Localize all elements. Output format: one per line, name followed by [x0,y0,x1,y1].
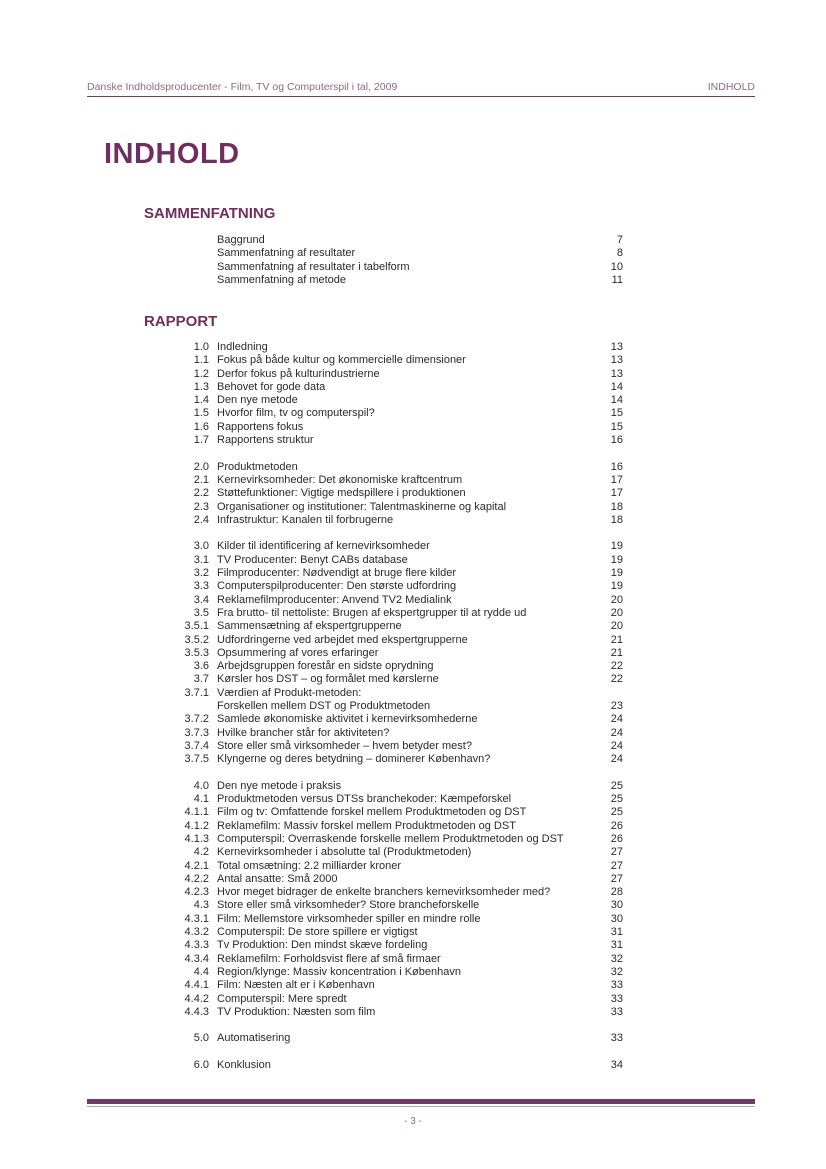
toc-entry[interactable] [0,434,826,447]
toc-entry-page: 14 [610,380,623,393]
toc-entry-page: 20 [610,593,623,606]
toc-entry-number: 4.4.3 [184,1005,209,1018]
toc-entry-number: 1.3 [193,380,209,393]
section-title-summary: SAMMENFATNING [144,205,276,222]
toc-entry-page: 31 [610,939,623,952]
toc-entry-number: 1.2 [193,367,209,380]
toc-entry[interactable] [0,634,826,647]
toc-entry-page: 17 [610,487,623,500]
toc-entry-title: Derfor fokus på kulturindustrierne [217,367,380,380]
toc-entry[interactable] [0,607,826,620]
page-title: INDHOLD [104,138,240,170]
toc-entry-title: Konklusion [217,1059,271,1072]
toc-entry-number: 6.0 [193,1059,209,1072]
toc-entry-page: 15 [610,420,623,433]
toc-entry-title: Klyngerne og deres betydning – dominerer København? [217,753,491,766]
toc-entry-number: 4.0 [193,779,209,792]
toc-entry-title: Fra brutto- til nettoliste: Brugen af ekspertgrupper til at rydde ud [217,606,527,619]
toc-entry-number: 2.2 [193,487,209,500]
toc-entry-page: 23 [610,700,623,713]
toc-entry-title: Film og tv: Omfattende forskel mellem Produktmetoden og DST [217,806,527,819]
toc-entry-page: 17 [610,473,623,486]
toc-entry-title: Computerspil: Mere spredt [217,992,347,1005]
toc-group-gap [0,527,826,540]
toc-entry[interactable] [0,979,826,992]
toc-entry-page: 30 [610,899,623,912]
toc-entry-title: Hvor meget bidrager de enkelte branchers kernevirksomheder med? [217,886,551,899]
toc-group-gap [0,1046,826,1059]
toc-entry-title: Sammensætning af ekspertgrupperne [217,620,402,633]
toc-entry-page: 13 [610,367,623,380]
toc-entry-number: 3.5 [193,606,209,619]
toc-entry-page: 7 [616,234,623,246]
toc-entry-page: 27 [610,859,623,872]
toc-entry-title: TV Producenter: Benyt CABs database [217,553,408,566]
toc-entry[interactable] [0,501,826,514]
toc-entry-page: 33 [610,1032,623,1045]
toc-entry-page: 15 [610,407,623,420]
toc-entry-page: 28 [610,886,623,899]
toc-entry-number: 4.1.1 [184,806,209,819]
toc-entry-page: 27 [610,872,623,885]
running-header-title: Danske Indholdsproducenter - Film, TV og Computerspil i tal, 2009 [87,81,398,93]
toc-entry[interactable] [0,1032,826,1045]
toc-entry-title: Hvorfor film, tv og computerspil? [217,407,375,420]
toc-entry-title: Tv Produktion: Den mindst skæve fordeling [217,939,428,952]
toc-entry-number: 3.7.1 [184,686,209,699]
toc-entry[interactable] [0,899,826,912]
toc-entry-page: 10 [610,260,623,273]
toc-entry-number: 4.1.3 [184,832,209,845]
toc-entry-number: 2.0 [193,460,209,473]
toc-entry[interactable] [0,806,826,819]
toc-entry-number: 4.2 [193,846,209,859]
toc-entry-page: 22 [610,673,623,686]
toc-entry-number: 4.2.3 [184,886,209,899]
toc-entry[interactable] [0,461,826,474]
toc-entry[interactable] [0,594,826,607]
toc-entry-page: 31 [610,926,623,939]
toc-entry-title: Kernevirksomheder: Det økonomiske kraftcentrum [217,473,463,486]
toc-entry-number: 3.7.2 [184,713,209,726]
toc-entry-page: 21 [610,633,623,646]
toc-entry-page: 27 [610,846,623,859]
toc-entry[interactable] [0,953,826,966]
toc-entry-number: 3.7.5 [184,753,209,766]
toc-entry-title: Arbejdsgruppen forestår en sidste oprydning [217,660,434,673]
toc-entry-number: 4.3.3 [184,939,209,952]
toc-entry-title: Produktmetoden [217,460,298,473]
toc-entry[interactable] [0,474,826,487]
toc-entry-page: 8 [616,247,623,260]
toc-entry[interactable] [0,567,826,580]
toc-entry-page: 16 [610,460,623,473]
toc-entry-number: 1.1 [193,354,209,367]
toc-entry-title: Computerspil: Overraskende forskelle mellem Produktmetoden og DST [217,832,564,845]
toc-entry[interactable] [0,1059,826,1072]
toc-entry-page: 34 [610,1059,623,1072]
toc-entry-number: 3.3 [193,580,209,593]
toc-group-gap [0,447,826,460]
toc-entry[interactable] [0,1006,826,1019]
toc-entry[interactable] [0,554,826,567]
toc-entry-number: 3.7 [193,673,209,686]
toc-entry-page: 33 [610,1005,623,1018]
toc-entry-title: Samlede økonomiske aktivitet i kernevirksomhederne [217,713,478,726]
toc-entry-title: Produktmetoden versus DTSs branchekoder: Kæmpeforskel [217,793,512,806]
toc-entry[interactable] [0,487,826,500]
toc-entry-title: Behovet for gode data [217,380,326,393]
toc-entry-title: Indledning [217,341,268,353]
toc-entry-title: Automatisering [217,1032,291,1045]
toc-entry-title: Fokus på både kultur og kommercielle dimensioner [217,354,466,367]
toc-entry-page: 19 [610,553,623,566]
toc-entry-number: 3.7.4 [184,739,209,752]
toc-entry-title: Kørsler hos DST – og formålet med kørslerne [217,673,439,686]
toc-entry-number: 3.2 [193,567,209,580]
toc-entry-title: Støttefunktioner: Vigtige medspillere i produktionen [217,487,466,500]
toc-entry-title: Reklamefilmproducenter: Anvend TV2 Medialink [217,593,452,606]
toc-entry-title: Reklamefilm: Forholdsvist flere af små firmaer [217,952,441,965]
toc-entry-number: 4.3.2 [184,926,209,939]
section-title-report: RAPPORT [144,313,218,330]
toc-entry-number: 4.4 [193,965,209,978]
toc-entry-page: 14 [610,394,623,407]
toc-entry-title: Reklamefilm: Massiv forskel mellem Produktmetoden og DST [217,819,516,832]
toc-entry-title: Hvilke brancher står for aktiviteten? [217,726,390,739]
toc-entry-title: Kernevirksomheder i absolutte tal (Produktmetoden) [217,846,472,859]
toc-entry-number: 3.5.1 [184,620,209,633]
toc-entry-page: 16 [610,434,623,447]
toc-entry-title: Forskellen mellem DST og Produktmetoden [217,700,431,713]
toc-entry[interactable] [0,753,826,766]
toc-entry-title: Sammenfatning af resultater [217,247,356,260]
toc-entry-page: 24 [610,726,623,739]
toc-entry-page: 22 [610,660,623,673]
toc-entry-number: 4.2.1 [184,859,209,872]
toc-entry-number: 4.4.1 [184,979,209,992]
toc-summary-list [0,234,826,287]
toc-entry-number: 1.0 [193,341,209,353]
toc-entry[interactable] [0,873,826,886]
toc-entry-number: 2.3 [193,500,209,513]
toc-entry-title: Organisationer og institutioner: Talentmaskinerne og kapital [217,500,507,513]
toc-entry-page: 32 [610,952,623,965]
toc-entry[interactable] [0,660,826,673]
toc-entry[interactable] [0,381,826,394]
page-number: - 3 - [404,1116,422,1127]
toc-entry-number: 2.1 [193,473,209,486]
toc-entry-page: 20 [610,620,623,633]
toc-entry[interactable] [0,793,826,806]
toc-entry-title: Antal ansatte: Små 2000 [217,872,338,885]
toc-entry-page: 25 [610,806,623,819]
toc-entry[interactable] [0,274,826,287]
toc-entry[interactable] [0,647,826,660]
toc-entry-page: 21 [610,646,623,659]
toc-entry-number: 1.7 [193,434,209,447]
footer-divider-thin [87,1106,755,1107]
toc-entry-number: 3.6 [193,660,209,673]
toc-entry-title: Sammenfatning af resultater i tabelform [217,260,410,273]
toc-entry[interactable] [0,368,826,381]
toc-entry[interactable] [0,966,826,979]
toc-entry[interactable] [0,727,826,740]
toc-entry-title: Udfordringerne ved arbejdet med ekspertgrupperne [217,633,468,646]
toc-entry-number: 4.1 [193,793,209,806]
toc-group-gap [0,1019,826,1032]
header-divider [87,96,755,97]
toc-entry[interactable] [0,713,826,726]
toc-entry-title: Store eller små virksomheder? Store brancheforskelle [217,899,480,912]
toc-entry-title: Computerspil: De store spillere er vigtigst [217,926,418,939]
toc-entry[interactable] [0,846,826,859]
toc-entry[interactable] [0,700,826,713]
toc-entry-number: 3.0 [193,540,209,553]
toc-entry[interactable] [0,886,826,899]
toc-entry-page: 19 [610,540,623,553]
toc-entry-page: 13 [610,341,623,353]
toc-entry-title: TV Produktion: Næsten som film [217,1005,376,1018]
toc-entry-title: Opsummering af vores erfaringer [217,646,379,659]
toc-entry-page: 24 [610,739,623,752]
toc-entry-page: 19 [610,567,623,580]
toc-entry[interactable] [0,913,826,926]
toc-report-list [0,341,826,1072]
toc-entry-number: 1.5 [193,407,209,420]
toc-entry[interactable] [0,234,826,247]
toc-entry-title: Baggrund [217,234,265,246]
toc-entry-title: Sammenfatning af metode [217,273,347,286]
toc-entry[interactable] [0,780,826,793]
toc-entry[interactable] [0,926,826,939]
toc-entry-number: 3.1 [193,553,209,566]
toc-entry-page: 32 [610,965,623,978]
toc-entry-page: 18 [610,500,623,513]
toc-entry[interactable] [0,247,826,260]
toc-entry-number: 4.3.1 [184,912,209,925]
running-header-section: INDHOLD [707,81,755,93]
toc-entry[interactable] [0,341,826,354]
toc-entry[interactable] [0,540,826,553]
toc-entry-number: 5.0 [193,1032,209,1045]
toc-entry-number: 3.5.2 [184,633,209,646]
toc-entry[interactable] [0,620,826,633]
toc-entry-number: 2.4 [193,513,209,526]
toc-entry-number: 4.3 [193,899,209,912]
toc-entry-number: 3.4 [193,593,209,606]
toc-entry-number: 4.4.2 [184,992,209,1005]
toc-entry-title: Film: Næsten alt er i København [217,979,375,992]
toc-entry[interactable] [0,354,826,367]
toc-entry[interactable] [0,740,826,753]
toc-entry-number: 4.1.2 [184,819,209,832]
toc-entry[interactable] [0,833,826,846]
toc-entry[interactable] [0,860,826,873]
toc-entry-title: Den nye metode i praksis [217,779,342,792]
toc-entry-page: 24 [610,753,623,766]
toc-entry-title: Kilder til identificering af kernevirksomheder [217,540,430,553]
toc-entry-title: Computerspilproducenter: Den største udfordring [217,580,457,593]
toc-entry-title: Værdien af Produkt-metoden: [217,686,362,699]
toc-entry[interactable] [0,514,826,527]
toc-entry-number: 4.3.4 [184,952,209,965]
toc-entry-page: 18 [610,513,623,526]
toc-entry-title: Filmproducenter: Nødvendigt at bruge flere kilder [217,567,457,580]
toc-entry[interactable] [0,394,826,407]
toc-entry[interactable] [0,939,826,952]
toc-entry-page: 24 [610,713,623,726]
toc-entry-page: 25 [610,793,623,806]
toc-entry-title: Film: Mellemstore virksomheder spiller en mindre rolle [217,912,481,925]
toc-entry[interactable] [0,261,826,274]
toc-entry-page: 13 [610,354,623,367]
toc-entry-page: 26 [610,819,623,832]
toc-entry-title: Rapportens struktur [217,434,314,447]
toc-entry-page: 25 [610,779,623,792]
footer-divider [87,1099,755,1104]
toc-entry-number: 1.6 [193,420,209,433]
toc-entry-number: 1.4 [193,394,209,407]
toc-entry-page: 33 [610,979,623,992]
toc-entry-title: Total omsætning: 2.2 milliarder kroner [217,859,402,872]
toc-group-gap [0,767,826,780]
toc-entry[interactable] [0,580,826,593]
toc-entry[interactable] [0,820,826,833]
toc-entry-title: Region/klynge: Massiv koncentration i København [217,965,461,978]
toc-entry-title: Den nye metode [217,394,298,407]
toc-entry-title: Rapportens fokus [217,420,304,433]
toc-entry-page: 30 [610,912,623,925]
toc-entry-number: 3.7.3 [184,726,209,739]
toc-entry-number: 3.5.3 [184,646,209,659]
toc-entry[interactable] [0,993,826,1006]
toc-entry[interactable] [0,407,826,420]
toc-entry-page: 20 [610,606,623,619]
toc-entry-page: 19 [610,580,623,593]
toc-entry[interactable] [0,687,826,700]
toc-entry-title: Infrastruktur: Kanalen til forbrugerne [217,513,394,526]
toc-entry[interactable] [0,421,826,434]
toc-entry-page: 11 [611,273,623,286]
toc-entry[interactable] [0,673,826,686]
toc-entry-number: 4.2.2 [184,872,209,885]
toc-entry-page: 33 [610,992,623,1005]
toc-entry-page: 26 [610,832,623,845]
toc-entry-title: Store eller små virksomheder – hvem betyder mest? [217,739,472,752]
